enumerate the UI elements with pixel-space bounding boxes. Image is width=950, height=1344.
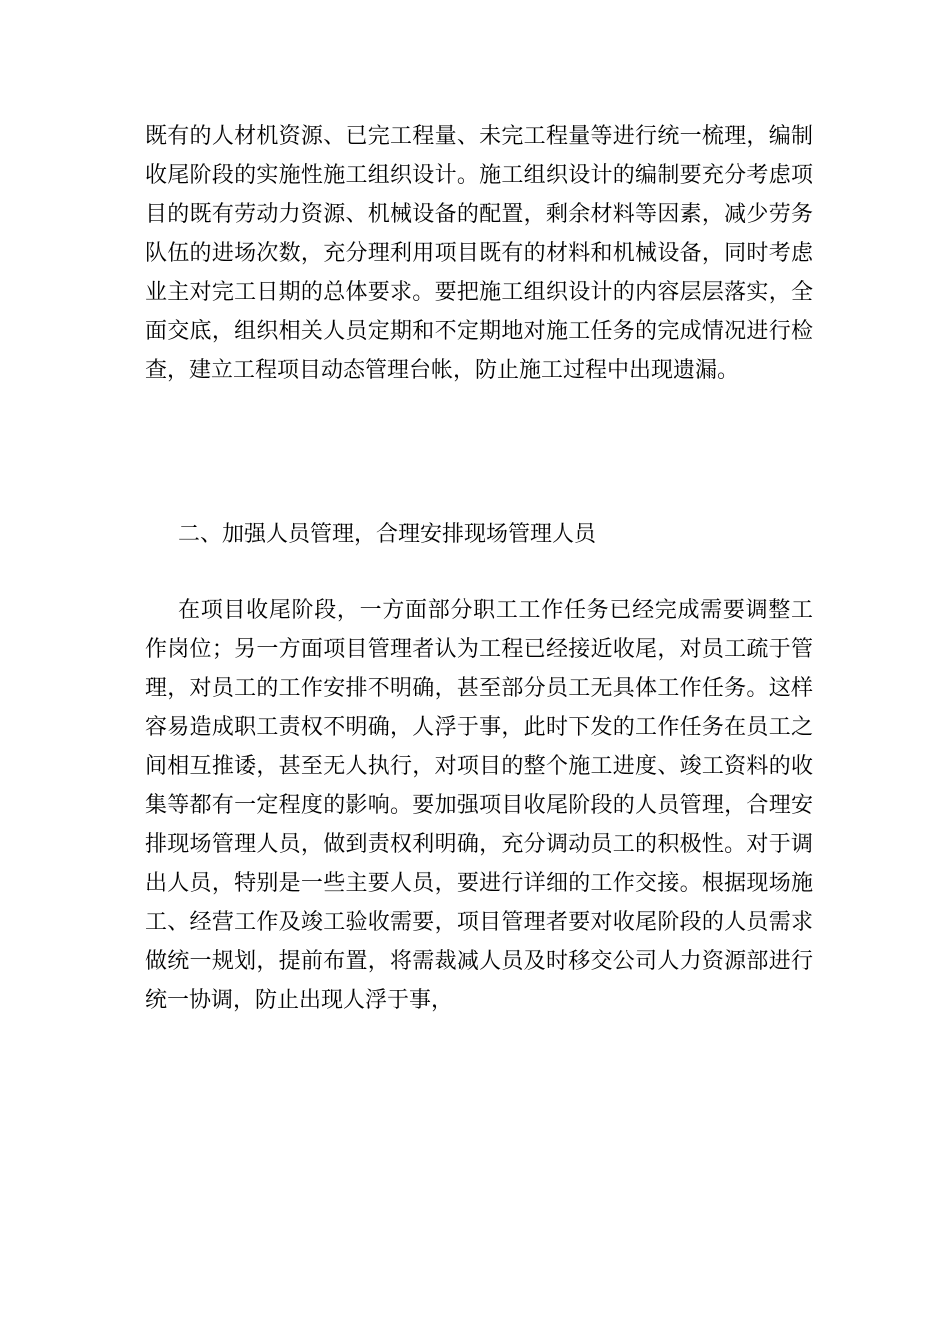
section-heading: 二、加强人员管理，合理安排现场管理人员 bbox=[178, 522, 597, 547]
body-paragraph: 在项目收尾阶段，一方面部分职工工作任务已经完成需要调整工作岗位；另一方面项目管理者认为工程已经接近收尾，对员工疏于管理，对员工的工作安排不明确，甚至部分员工无具体工作任务。这样容易造成职工责权不明确，人浮于事，此时下发的工作任务在员工之间相互推诿，甚至无人执行，对项目的整个施工进度、竣工资料的收集等都有一定程度的影响。要加强项目收尾阶段的人员管理，合理安排现场管理人员，做到责权利明确，充分调动员工的积极性。对于调出人员，特别是一些主要人员，要进行详细的工作交接。根据现场施工、经营工作及竣工验收需要，项目管理者要对收尾阶段的人员需求做统一规划，提前布置，将需裁减人员及时移交公司人力资源部进行统一协调，防止出现人浮于事， bbox=[145, 598, 813, 1013]
body-paragraph: 既有的人材机资源、已完工程量、未完工程量等进行统一梳理，编制收尾阶段的实施性施工组织设计。施工组织设计的编制要充分考虑项目的既有劳动力资源、机械设备的配置，剩余材料等因素，减少劳务队伍的进场次数，充分理利用项目既有的材料和机械设备，同时考虑业主对完工日期的总体要求。要把施工组织设计的内容层层落实，全面交底，组织相关人员定期和不定期地对施工任务的完成情况进行检查，建立工程项目动态管理台帐，防止施工过程中出现遗漏。 bbox=[145, 124, 813, 383]
